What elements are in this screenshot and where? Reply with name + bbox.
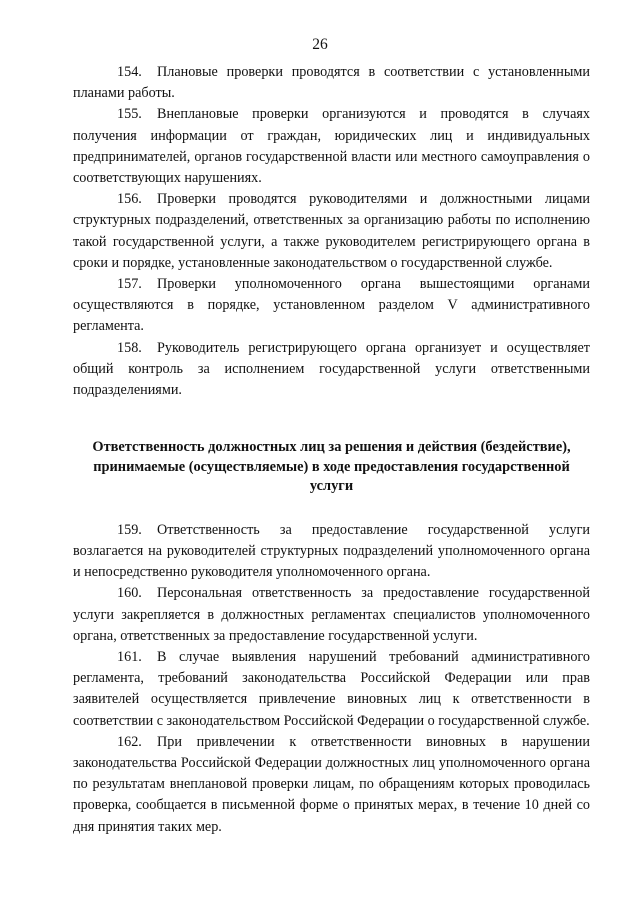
paragraph-number: 154. <box>117 64 142 80</box>
paragraph-text: В случае выявления нарушений требований административного регламента, требований законодательства Российской Федерации или прав заявителей осуществляется привлечение виновных лиц к ответственности в соответствии с законодательством Российской Федерации о государственной службе. <box>73 648 590 729</box>
paragraph-161 <box>73 647 590 732</box>
section-heading: Ответственность должностных лиц за решения и действия (бездействие), принимаемые (осуществляемые) в ходе предоставления государственной услуги <box>92 439 571 495</box>
page-number: 26 <box>312 36 328 53</box>
paragraph-text: Внеплановые проверки организуются и проводятся в случаях получения информации от граждан, юридических лиц и индивидуальных предпринимателей, органов государственной власти или местного самоуправления о соответствующих нарушениях. <box>73 106 590 187</box>
paragraph-number: 160. <box>117 585 142 602</box>
paragraph-number: 156. <box>117 191 142 208</box>
paragraph-text: Персональная ответственность за предоставление государственной услуги закрепляется в должностных регламентах специалистов уполномоченного органа, ответственных за предоставление государственной услуги. <box>73 585 590 644</box>
paragraph-number: 157. <box>117 276 142 293</box>
paragraph-156 <box>73 189 590 274</box>
paragraph-157 <box>73 274 590 338</box>
paragraph-158 <box>73 338 590 402</box>
paragraph-text: При привлечении к ответственности виновных в нарушении законодательства Российской Федерации должностных лиц уполномоченного органа по результатам внеплановой проверки лицам, по обращениям которых проводилась проверка, сообщается в письменной форме о принятых мерах, в течение 10 дней со дня принятия таких мер. <box>73 733 590 835</box>
paragraph-number: 161. <box>117 648 142 665</box>
paragraph-text: Проверки проводятся руководителями и должностными лицами структурных подразделений, ответственных за организацию работы по исполнению такой государственной услуги, а также руководителем регистрирующего органа в сроки и порядке, установленные законодательством о государственной службе. <box>73 191 590 271</box>
paragraph-155 <box>73 104 590 189</box>
paragraph-number: 162. <box>117 733 142 750</box>
paragraph-number: 155. <box>117 106 142 123</box>
paragraph-160 <box>73 583 590 647</box>
paragraph-text: Ответственность за предоставление государственной услуги возлагается на руководителей структурных подразделений уполномоченного органа и непосредственно руководителя уполномоченного органа. <box>73 521 590 581</box>
paragraph-text: Плановые проверки проводятся в соответствии с установленными планами работы. <box>73 64 590 102</box>
paragraph-number: 159. <box>117 521 142 538</box>
paragraph-159 <box>73 520 590 584</box>
paragraph-text: Проверки уполномоченного органа вышестоящими органами осуществляются в порядке, установленном разделом V административного регламента. <box>73 276 590 335</box>
paragraph-number: 158. <box>117 339 142 356</box>
paragraph-154 <box>73 62 590 104</box>
document-body <box>73 62 590 838</box>
paragraph-162 <box>73 732 590 838</box>
paragraph-text: Руководитель регистрирующего органа организует и осуществляет общий контроль за исполнением государственной услуги ответственными подразделениями. <box>73 339 590 399</box>
